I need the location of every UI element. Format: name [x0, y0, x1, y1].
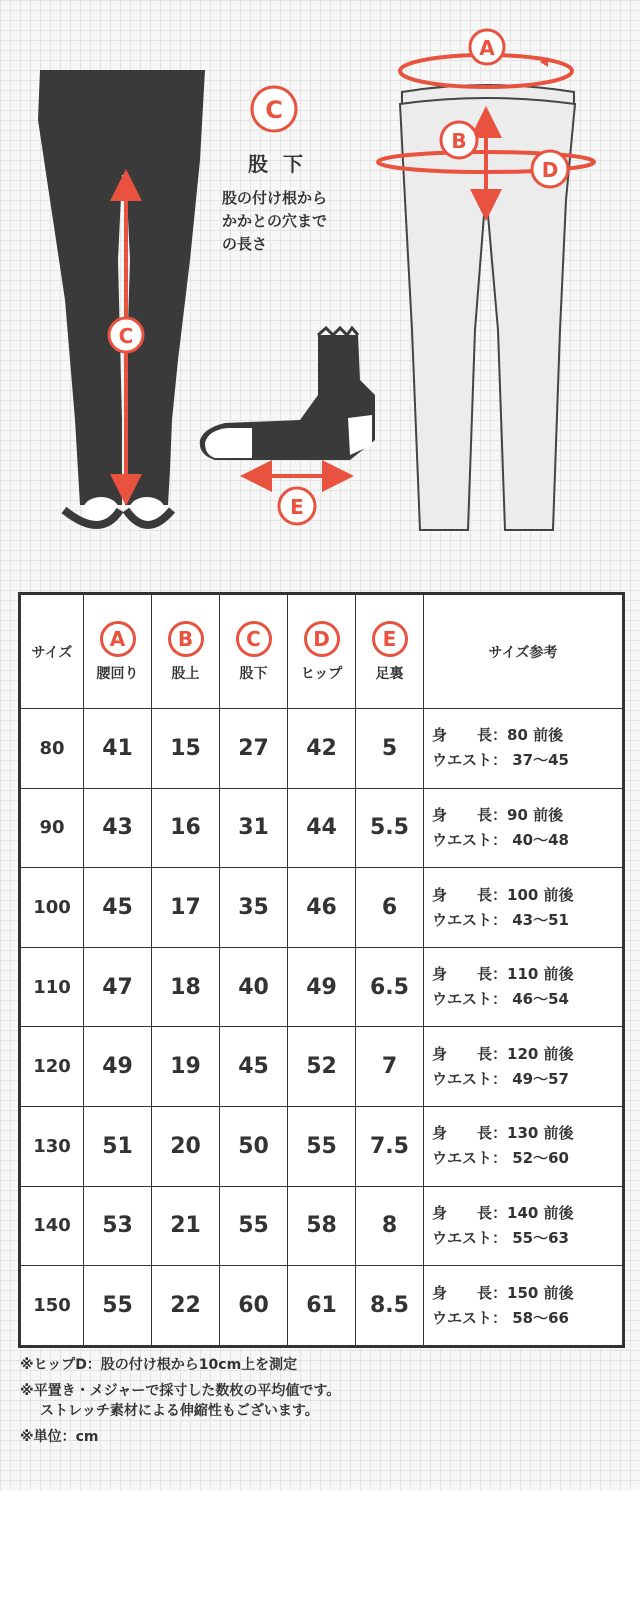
note-method: ※平置き・メジャーで採寸した数枚の平均値です。	[20, 1383, 341, 1399]
note-stretch: ストレッチ素材による伸縮性もございます。	[40, 1403, 319, 1419]
svg-text:C: C	[265, 96, 283, 124]
badge-c-left	[109, 318, 143, 352]
inseam-cell: 35	[220, 868, 288, 948]
header-label: 足裏	[375, 665, 404, 682]
ref-cell	[424, 1107, 624, 1187]
svg-text:D: D	[541, 158, 559, 182]
foot-icon	[200, 328, 375, 460]
ref-height: 身 長：100 前後	[432, 885, 574, 904]
header-size: サイズ	[20, 594, 84, 709]
header-ref: サイズ参考	[424, 594, 624, 709]
ref-cell	[424, 1266, 624, 1347]
table-row	[20, 868, 624, 948]
ref-waist: ウエスト： 43～51	[432, 910, 569, 929]
header-label: 股下	[239, 665, 268, 682]
table-row	[20, 709, 624, 789]
note-hip: ※ヒップD：股の付け根から10cm上を測定	[20, 1357, 298, 1373]
table-row	[20, 947, 624, 1027]
rise-cell: 20	[152, 1107, 220, 1187]
badge-c: C	[236, 621, 272, 657]
header-label: 股上	[171, 665, 200, 682]
table-row	[20, 1266, 624, 1347]
inseam-cell: 45	[220, 1027, 288, 1107]
rise-cell: 18	[152, 947, 220, 1027]
rise-cell: 19	[152, 1027, 220, 1107]
waist-cell: 49	[84, 1027, 152, 1107]
ref-cell	[424, 709, 624, 789]
ref-cell	[424, 947, 624, 1027]
waist-cell: 43	[84, 788, 152, 868]
table-row	[20, 1186, 624, 1266]
dark-tights-icon	[38, 70, 205, 525]
size-cell: 80	[20, 709, 84, 789]
waist-cell: 47	[84, 947, 152, 1027]
rise-cell: 22	[152, 1266, 220, 1347]
waist-cell: 45	[84, 868, 152, 948]
ref-waist: ウエスト： 37～45	[432, 751, 569, 770]
size-cell: 90	[20, 788, 84, 868]
sole-cell: 7	[356, 1027, 424, 1107]
waist-cell: 51	[84, 1107, 152, 1187]
badge-b: B	[168, 621, 204, 657]
table-header-row	[20, 594, 624, 709]
badge-e	[279, 488, 315, 524]
ref-cell	[424, 868, 624, 948]
sole-cell: 6.5	[356, 947, 424, 1027]
svg-text:B: B	[451, 129, 467, 153]
table-row	[20, 788, 624, 868]
rise-cell: 16	[152, 788, 220, 868]
ref-height: 身 長：150 前後	[432, 1283, 574, 1302]
hip-cell: 61	[288, 1266, 356, 1347]
table-row	[20, 1107, 624, 1187]
ref-height: 身 長：120 前後	[432, 1044, 574, 1063]
hip-cell: 55	[288, 1107, 356, 1187]
ref-waist: ウエスト： 49～57	[432, 1069, 569, 1088]
badge-d	[532, 151, 568, 187]
inseam-title: 股 下	[248, 152, 307, 176]
inseam-cell: 31	[220, 788, 288, 868]
header-col-c	[220, 594, 288, 709]
badge-a	[470, 30, 504, 64]
inseam-description: 股の付け根からかかとの穴までの長さ	[222, 189, 328, 253]
header-col-a	[84, 594, 152, 709]
ref-cell	[424, 788, 624, 868]
ref-height: 身 長：90 前後	[432, 805, 564, 824]
ref-waist: ウエスト： 46～54	[432, 990, 569, 1009]
size-table	[18, 592, 625, 1348]
inseam-cell: 55	[220, 1186, 288, 1266]
header-col-b	[152, 594, 220, 709]
badge-b	[441, 122, 477, 158]
header-col-d	[288, 594, 356, 709]
badge-d: D	[304, 621, 340, 657]
inseam-note	[222, 148, 352, 256]
rise-cell: 15	[152, 709, 220, 789]
rise-cell: 21	[152, 1186, 220, 1266]
size-cell: 150	[20, 1266, 84, 1347]
inseam-cell: 50	[220, 1107, 288, 1187]
ref-cell	[424, 1027, 624, 1107]
size-cell: 100	[20, 868, 84, 948]
ref-height: 身 長：110 前後	[432, 965, 574, 984]
badge-e: E	[372, 621, 408, 657]
size-cell: 130	[20, 1107, 84, 1187]
inseam-cell: 60	[220, 1266, 288, 1347]
note-unit: ※単位：cm	[20, 1429, 99, 1445]
size-cell: 140	[20, 1186, 84, 1266]
size-cell: 110	[20, 947, 84, 1027]
sole-cell: 8	[356, 1186, 424, 1266]
sole-cell: 8.5	[356, 1266, 424, 1347]
waist-cell: 53	[84, 1186, 152, 1266]
ref-waist: ウエスト： 55～63	[432, 1228, 569, 1247]
ref-waist: ウエスト： 40～48	[432, 830, 569, 849]
svg-text:C: C	[118, 324, 134, 348]
sole-cell: 6	[356, 868, 424, 948]
hip-cell: 58	[288, 1186, 356, 1266]
sole-cell: 5	[356, 709, 424, 789]
ref-cell	[424, 1186, 624, 1266]
hip-cell: 46	[288, 868, 356, 948]
rise-cell: 17	[152, 868, 220, 948]
hip-cell: 52	[288, 1027, 356, 1107]
header-label: ヒップ	[300, 665, 343, 682]
table-row	[20, 1027, 624, 1107]
hip-cell: 49	[288, 947, 356, 1027]
svg-text:A: A	[479, 36, 495, 60]
inseam-cell: 40	[220, 947, 288, 1027]
sole-cell: 5.5	[356, 788, 424, 868]
ref-height: 身 長：130 前後	[432, 1124, 574, 1143]
badge-c-note	[252, 87, 296, 131]
waist-cell: 55	[84, 1266, 152, 1347]
ref-height: 身 長：80 前後	[432, 726, 564, 745]
footnotes	[20, 1355, 340, 1453]
svg-text:E: E	[290, 495, 304, 519]
measurement-illustration	[0, 0, 640, 560]
sole-cell: 7.5	[356, 1107, 424, 1187]
size-cell: 120	[20, 1027, 84, 1107]
header-col-e	[356, 594, 424, 709]
ref-height: 身 長：140 前後	[432, 1203, 574, 1222]
ref-waist: ウエスト： 58～66	[432, 1308, 569, 1327]
header-label: 腰回り	[96, 665, 139, 682]
bottom-whitespace	[0, 1490, 640, 1621]
waist-cell: 41	[84, 709, 152, 789]
hip-cell: 44	[288, 788, 356, 868]
inseam-cell: 27	[220, 709, 288, 789]
ref-waist: ウエスト： 52～60	[432, 1149, 569, 1168]
badge-a: A	[100, 621, 136, 657]
hip-cell: 42	[288, 709, 356, 789]
